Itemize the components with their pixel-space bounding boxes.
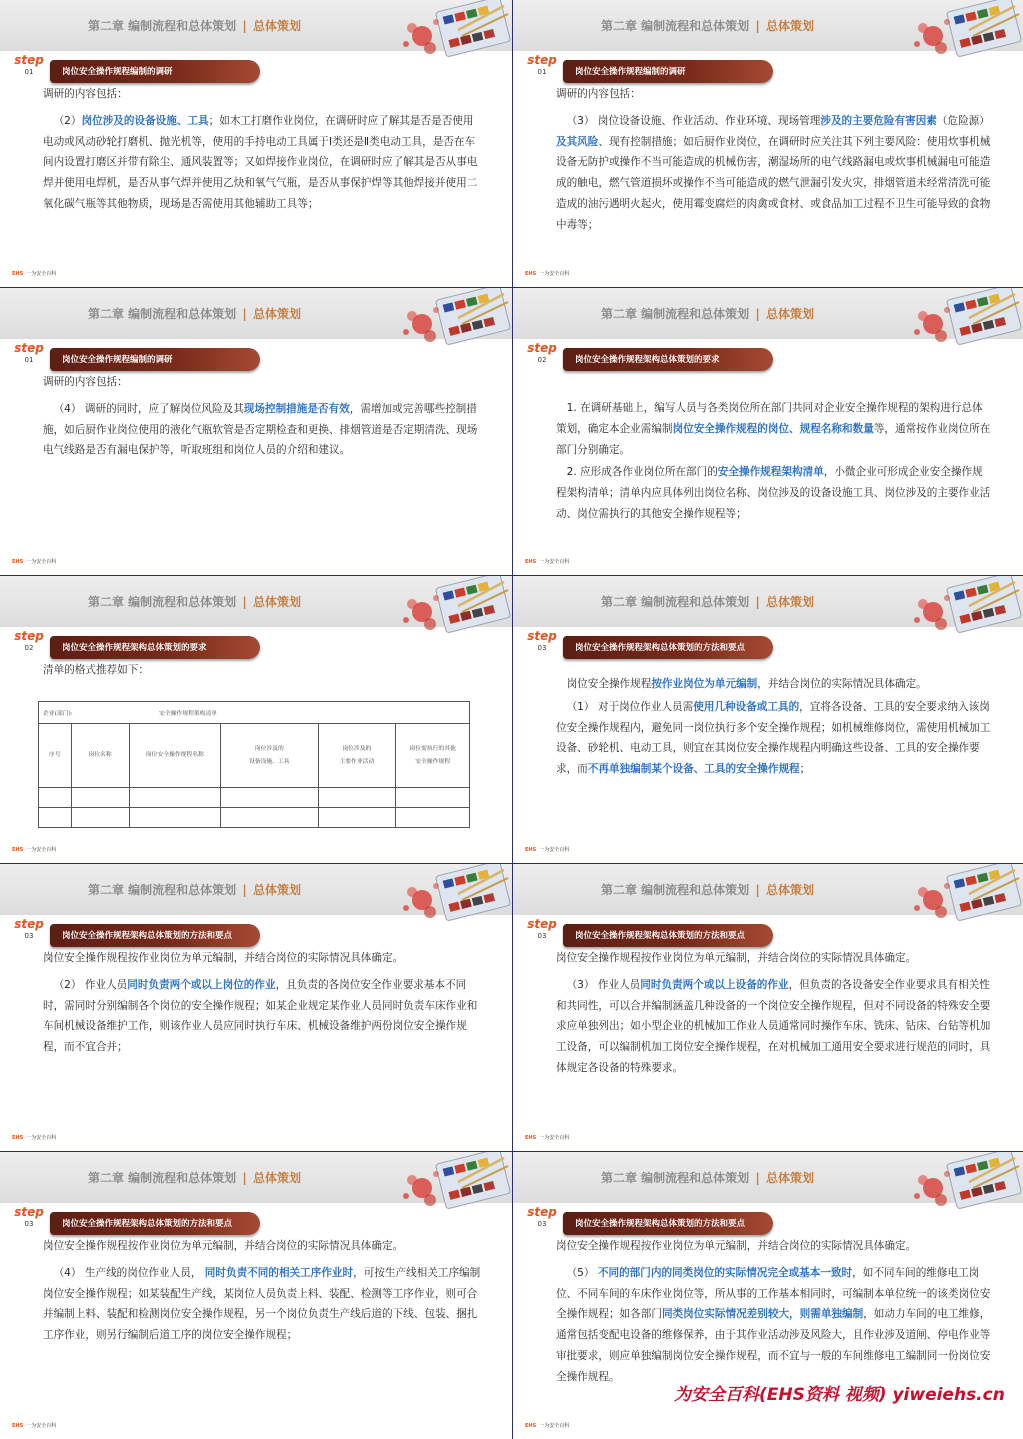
slide-content xyxy=(556,674,993,782)
slide-footer xyxy=(12,1422,56,1429)
table-cell[interactable] xyxy=(39,808,72,828)
highlight-text: 现场控制措施是否有效 xyxy=(243,402,350,415)
chapter-title xyxy=(88,17,301,34)
ehs-logo: EHS xyxy=(525,1135,537,1141)
ehs-logo: EHS xyxy=(12,847,24,853)
step-number: 02 xyxy=(537,356,547,364)
body-text: （3） 作业人员 xyxy=(566,978,641,991)
body-text: （4） 生产线的岗位作业人员， xyxy=(53,1266,205,1279)
section-tab-label: 岗位安全操作规程架构总体策划的方法和要点 xyxy=(575,643,746,653)
highlight-text: 及其风险 xyxy=(556,135,599,148)
ehs-logo: EHS xyxy=(525,559,537,565)
ehs-logo: EHS xyxy=(12,1135,24,1141)
step-number: 03 xyxy=(537,1220,547,1228)
section-tab-label: 岗位安全操作规程架构总体策划的方法和要点 xyxy=(62,1219,233,1229)
slide-content xyxy=(556,398,993,527)
section-tab-label: 岗位安全操作规程编制的调研 xyxy=(575,67,686,77)
highlight-text: 涉及的主要危险有害因素 xyxy=(820,114,937,127)
paint-palette-image xyxy=(911,1152,1023,1212)
body-text: ，但负责的各设备安全作业要求具有相关性和共同性，可以合并编制涵盖几种设备的一个岗位安全操作规程，但对不同设备的特殊安全要求应单独列出；如小型企业的机械加工作业人员通常同时操作车床、铣床、钻床、台钻等机加工设备，可以编制机加工岗位安全操作规程，在对机械加工通用安全要求进行规范的同时，具体规定各设备的特殊要求。 xyxy=(556,978,991,1074)
section-tab-label: 岗位安全操作规程编制的调研 xyxy=(62,67,173,77)
table-cell[interactable] xyxy=(71,788,129,808)
intro-text: 调研的内容包括： xyxy=(556,88,641,100)
section-name: 总体策划 xyxy=(252,1171,301,1185)
paint-palette-image xyxy=(911,0,1023,60)
footer-brand: 一为安全百科 xyxy=(539,271,570,277)
body-text: ； xyxy=(799,763,811,776)
chapter-title xyxy=(88,881,301,898)
body-text: （1） 对于岗位作业人员需 xyxy=(566,700,694,713)
section-tab-label: 岗位安全操作规程架构总体策划的方法和要点 xyxy=(575,1219,746,1229)
highlight-text: 按作业岗位为单元编制 xyxy=(651,678,758,690)
body-text: 1. 在调研基础上，编写人员与各类岗位所在部门共同对企业安全操作规程的架构进行总体策划，确定本企业需编制 xyxy=(556,402,983,435)
chapter-title xyxy=(88,593,301,610)
highlight-text: 同时负责两个或以上设备的作业 xyxy=(640,978,789,991)
section-tab-label: 岗位安全操作规程编制的调研 xyxy=(62,355,173,365)
title-separator: | xyxy=(242,19,247,33)
intro-text: 清单的格式推荐如下： xyxy=(43,664,149,676)
chapter-name: 第二章 编制流程和总体策划 xyxy=(601,1171,750,1185)
ehs-logo: EHS xyxy=(12,559,24,565)
intro-text xyxy=(556,674,993,695)
highlight-text: 岗位安全操作规程的岗位、规程名称和数量 xyxy=(672,422,874,435)
company-label: 企业(部门): xyxy=(39,702,130,724)
body-text: ，如动力车间的电工维修，通常包括变配电设备的维修保养，由于其作业活动涉及风险大，且作业涉及道闸、停电作业等审批要求，则应单独编制岗位安全操作规程，而不宜与一般的车间维修电工编制同一份岗位安全操作规程。 xyxy=(556,1308,991,1383)
table-cell[interactable] xyxy=(221,808,318,828)
body-text: ，需增加或完善哪些控制措施，如后厨作业岗位使用的液化气瓶软管是否定期检查和更换、排烟管道是否定期清洗、现场电气线路是否有漏电保护等，听取班组和岗位人员的介绍和建议。 xyxy=(43,402,478,457)
step-number: 01 xyxy=(24,356,34,364)
body-text: （2） xyxy=(53,114,82,127)
chapter-name: 第二章 编制流程和总体策划 xyxy=(601,883,750,897)
paragraph xyxy=(43,1263,482,1346)
table-header-cell: 岗位安全操作规程名称 xyxy=(129,724,220,788)
title-separator: | xyxy=(242,1171,247,1185)
step-number: 02 xyxy=(24,644,34,652)
section-name: 总体策划 xyxy=(765,595,814,609)
section-name: 总体策划 xyxy=(765,307,814,321)
chapter-name: 第二章 编制流程和总体策划 xyxy=(601,595,750,609)
slide-content xyxy=(43,1236,482,1348)
footer-brand: 一为安全百科 xyxy=(539,1423,570,1429)
step-indicator xyxy=(525,630,559,653)
step-indicator xyxy=(525,918,559,941)
slide-footer xyxy=(12,558,56,565)
body-text: ，小微企业可形成企业安全操作规程架构清单；清单内应具体列出岗位名称、岗位涉及的设备设施工具、岗位涉及的主要作业活动、岗位需执行的其他安全操作规程等； xyxy=(556,466,991,520)
section-tab xyxy=(50,348,260,371)
chapter-name: 第二章 编制流程和总体策划 xyxy=(88,595,237,609)
form-title: 安全操作规程架构清单 xyxy=(129,702,469,724)
intro-text: 调研的内容包括： xyxy=(43,376,128,388)
section-name: 总体策划 xyxy=(765,19,814,33)
step-number: 03 xyxy=(24,932,34,940)
section-tab-label: 岗位安全操作规程架构总体策划的要求 xyxy=(62,643,207,653)
title-separator: | xyxy=(755,1171,760,1185)
chapter-title xyxy=(88,305,301,322)
format-table xyxy=(38,701,470,828)
section-name: 总体策划 xyxy=(765,883,814,897)
section-tab xyxy=(563,60,773,83)
slide-content xyxy=(43,84,482,217)
step-number: 03 xyxy=(537,932,547,940)
step-label: step xyxy=(527,1205,557,1219)
slide-content xyxy=(556,1236,993,1390)
table-header-cell: 岗位需执行的其他 安全操作规程 xyxy=(396,724,470,788)
step-number: 03 xyxy=(537,644,547,652)
chapter-name: 第二章 编制流程和总体策划 xyxy=(88,883,237,897)
table-cell[interactable] xyxy=(318,808,396,828)
body-text: 等，通常按作业岗位所在部门分别确定。 xyxy=(556,422,991,456)
title-separator: | xyxy=(755,19,760,33)
ehs-logo: EHS xyxy=(525,1423,537,1429)
highlight-text: 同类岗位实际情况差别较大，则需单独编制 xyxy=(661,1308,864,1321)
footer-brand: 一为安全百科 xyxy=(26,1423,57,1429)
paint-palette-image xyxy=(400,288,512,348)
paint-palette-image xyxy=(400,864,512,924)
intro-text: 岗位安全操作规程按作业岗位为单元编制，并结合岗位的实际情况具体确定。 xyxy=(43,952,404,964)
step-label: step xyxy=(14,629,44,643)
body-text: （危险源） xyxy=(936,114,990,127)
step-indicator xyxy=(12,918,46,941)
intro-text: 调研的内容包括： xyxy=(43,88,128,100)
slide-9[interactable] xyxy=(0,1152,512,1439)
section-name: 总体策划 xyxy=(252,883,301,897)
slide-footer xyxy=(12,846,56,853)
body-text: 2. 应形成各作业岗位所在部门的 xyxy=(566,466,718,479)
table-header-cell: 岗位涉及的 设备设施、工具 xyxy=(221,724,318,788)
highlight-text: 不同的部门内的同类岗位的实际情况完全或基本一致时 xyxy=(597,1266,853,1279)
footer-brand: 一为安全百科 xyxy=(26,271,57,277)
footer-brand: 一为安全百科 xyxy=(539,1135,570,1141)
body-text: ，且负责的各岗位安全作业要求基本不同时，需同时分别编制各个岗位的安全操作规程；如某企业规定某作业人员同时负责车床作业和车间机械设备维护工作，则该作业人员应同时执行车床、机械设备维护两份岗位安全操作规程，而不宜合并； xyxy=(43,978,478,1054)
title-separator: | xyxy=(242,883,247,897)
section-name: 总体策划 xyxy=(252,19,301,33)
slide-footer xyxy=(525,558,569,565)
paragraph xyxy=(556,398,993,460)
step-indicator xyxy=(525,342,559,365)
chapter-name: 第二章 编制流程和总体策划 xyxy=(88,1171,237,1185)
step-indicator xyxy=(525,54,559,77)
paragraph xyxy=(556,697,993,780)
footer-brand: 一为安全百科 xyxy=(26,847,57,853)
table-cell[interactable] xyxy=(318,788,396,808)
section-tab-label: 岗位安全操作规程架构总体策划的要求 xyxy=(575,355,720,365)
slide-footer xyxy=(12,270,56,277)
slide-7[interactable] xyxy=(0,864,512,1152)
body-text: （3） 岗位设备设施、作业活动、作业环境、现场管理 xyxy=(566,114,821,127)
paragraph xyxy=(556,975,993,1079)
step-label: step xyxy=(14,1205,44,1219)
table-cell[interactable] xyxy=(396,788,470,808)
paragraph xyxy=(556,462,993,524)
footer-brand: 一为安全百科 xyxy=(539,847,570,853)
slide-content xyxy=(43,948,482,1060)
chapter-name: 第二章 编制流程和总体策划 xyxy=(601,19,750,33)
section-tab xyxy=(50,1212,260,1235)
highlight-text: 不再单独编制某个设备、工具的安全操作规程 xyxy=(587,763,800,776)
ehs-logo: EHS xyxy=(12,271,24,277)
table-row xyxy=(39,808,470,828)
step-number: 01 xyxy=(537,68,547,76)
intro-text: 岗位安全操作规程按作业岗位为单元编制，并结合岗位的实际情况具体确定。 xyxy=(556,952,917,964)
title-separator: | xyxy=(755,883,760,897)
section-tab-label: 岗位安全操作规程架构总体策划的方法和要点 xyxy=(575,931,746,941)
paragraph xyxy=(43,975,482,1058)
chapter-title xyxy=(601,593,814,610)
slide-8[interactable] xyxy=(512,864,1023,1152)
step-label: step xyxy=(527,629,557,643)
highlight-text: 使用几种设备或工具的 xyxy=(693,700,800,713)
body-text: ，可按生产线相关工序编制岗位安全操作规程；如某装配生产线，某岗位人员负责上料、装配、检测等工序作业，则可合并编制上料、装配和检测岗位安全操作规程，另一个岗位负责生产线后道的下线、包装、捆扎工序作业，则另行编制后道工序的岗位安全操作规程； xyxy=(43,1266,481,1342)
step-indicator xyxy=(12,54,46,77)
slide-content xyxy=(556,84,993,238)
body-text: ，如不同车间的维修电工岗位、不同车间的车床作业岗位等，所从事的工作基本相同时，可编制本单位统一的该类岗位安全操作规程；如各部门 xyxy=(556,1266,991,1321)
highlight-text: 同时负责两个或以上岗位的作业 xyxy=(127,978,276,991)
step-number: 01 xyxy=(24,68,34,76)
paint-palette-image xyxy=(911,288,1023,348)
step-label: step xyxy=(527,53,557,67)
chapter-name: 第二章 编制流程和总体策划 xyxy=(601,307,750,321)
table-cell[interactable] xyxy=(71,808,129,828)
body-text: （2） 作业人员 xyxy=(53,978,128,991)
step-indicator xyxy=(12,342,46,365)
chapter-name: 第二章 编制流程和总体策划 xyxy=(88,307,237,321)
title-separator: | xyxy=(755,595,760,609)
table-cell[interactable] xyxy=(396,808,470,828)
highlight-text: 岗位涉及的设备设施、工具 xyxy=(81,114,209,127)
slide-1[interactable] xyxy=(0,0,512,288)
title-separator: | xyxy=(242,595,247,609)
paint-palette-image xyxy=(400,1152,512,1212)
section-tab xyxy=(563,1212,773,1235)
ehs-logo: EHS xyxy=(525,847,537,853)
body-text: ；如木工打磨作业岗位，在调研时应了解其是否是否使用电动或风动砂轮打磨机、抛光机等，使用的手持电动工具属于Ⅰ类还是Ⅱ类电动工具，是否在车间内设置打磨区并带有除尘、通风装置等；又如焊接作业岗位，在调研时应了解其是否从事电焊并使用电焊机，是否从事气焊并使用乙炔和氧气气瓶，是否从事保护焊等其他焊接并使用二氧化碳气瓶等其他物质，现场是否需使用其他辅助工具等； xyxy=(43,114,478,210)
chapter-title xyxy=(601,17,814,34)
slide-footer xyxy=(525,846,569,853)
highlight-text: 安全操作规程架构清单 xyxy=(717,466,824,479)
paragraph xyxy=(556,111,993,236)
intro-text: 岗位安全操作规程按作业岗位为单元编制，并结合岗位的实际情况具体确定。 xyxy=(556,1240,917,1252)
section-tab-label: 岗位安全操作规程架构总体策划的方法和要点 xyxy=(62,931,233,941)
slide-6[interactable] xyxy=(512,576,1023,864)
chapter-title xyxy=(601,305,814,322)
slide-footer xyxy=(525,1422,569,1429)
step-indicator xyxy=(12,630,46,653)
table-cell[interactable] xyxy=(129,788,220,808)
section-tab xyxy=(50,924,260,947)
slide-5[interactable] xyxy=(0,576,512,864)
ehs-logo: EHS xyxy=(525,271,537,277)
slide-content xyxy=(43,372,482,463)
section-tab xyxy=(563,348,773,371)
step-label: step xyxy=(14,917,44,931)
slide-4[interactable] xyxy=(512,288,1023,576)
slide-footer xyxy=(525,1134,569,1141)
footer-brand: 一为安全百科 xyxy=(539,559,570,565)
section-name: 总体策划 xyxy=(252,595,301,609)
step-label: step xyxy=(14,53,44,67)
step-label: step xyxy=(14,341,44,355)
footer-brand: 一为安全百科 xyxy=(26,1135,57,1141)
title-separator: | xyxy=(242,307,247,321)
body-text: 、现有控制措施；如后厨作业岗位，在调研时应关注其下列主要风险：使用炊事机械设备无防护或操作不当可能造成的机械伤害，潮湿场所的电气线路漏电或炊事机械漏电可能造成的触电，燃气管道损坏或操作不当可能造成的燃气泄漏引发火灾，排烟管道未经常清洗可能造成的油污遇明火起火，使用霉变腐烂的肉禽或食材、或食品加工过程不卫生可能导致的食物中毒等； xyxy=(556,135,991,231)
section-tab xyxy=(563,924,773,947)
step-number: 03 xyxy=(24,1220,34,1228)
paint-palette-image xyxy=(911,864,1023,924)
table-header-cell: 岗位涉及的 主要作业活动 xyxy=(318,724,396,788)
body-text: ，并结合岗位的实际情况具体确定。 xyxy=(757,678,927,690)
footer-brand: 一为安全百科 xyxy=(26,559,57,565)
paragraph xyxy=(43,111,482,215)
paragraph xyxy=(43,399,482,461)
step-label: step xyxy=(527,917,557,931)
body-text: （4） 调研的同时，应了解岗位风险及其 xyxy=(53,402,244,415)
slide-footer xyxy=(12,1134,56,1141)
paint-palette-image xyxy=(400,0,512,60)
paint-palette-image xyxy=(911,576,1023,636)
intro-text: 岗位安全操作规程按作业岗位为单元编制，并结合岗位的实际情况具体确定。 xyxy=(43,1240,404,1252)
step-indicator xyxy=(525,1206,559,1229)
chapter-title xyxy=(601,1169,814,1186)
slide-footer xyxy=(525,270,569,277)
watermark: 为安全百科(EHS资料 视频) yiweiehs.cn xyxy=(674,1385,1005,1405)
slide-content xyxy=(43,660,482,687)
chapter-name: 第二章 编制流程和总体策划 xyxy=(88,19,237,33)
table-row xyxy=(39,788,470,808)
step-indicator xyxy=(12,1206,46,1229)
slide-2[interactable] xyxy=(512,0,1023,288)
title-separator: | xyxy=(755,307,760,321)
section-tab xyxy=(563,636,773,659)
step-label: step xyxy=(527,341,557,355)
body-text: （5） xyxy=(566,1266,598,1279)
body-text: ，宜将各设备、工具的安全要求纳入该岗位安全操作规程内，避免同一岗位执行多个安全操作规程；如机械维修岗位，需使用机械加工设备、砂轮机、电动工具，则宜在其岗位安全操作规程内明确这些设备、工具的安全操作要求，而 xyxy=(556,700,991,776)
paint-palette-image xyxy=(400,576,512,636)
section-tab xyxy=(50,636,260,659)
highlight-text: 同时负责不同的相关工序作业时 xyxy=(204,1266,354,1279)
section-name: 总体策划 xyxy=(765,1171,814,1185)
slide-content xyxy=(556,948,993,1081)
section-tab xyxy=(50,60,260,83)
ehs-logo: EHS xyxy=(12,1423,24,1429)
chapter-title xyxy=(88,1169,301,1186)
slide-3[interactable] xyxy=(0,288,512,576)
body-text: 岗位安全操作规程 xyxy=(566,678,652,690)
section-name: 总体策划 xyxy=(252,307,301,321)
table-cell[interactable] xyxy=(39,788,72,808)
paragraph xyxy=(556,1263,993,1388)
chapter-title xyxy=(601,881,814,898)
table-cell[interactable] xyxy=(221,788,318,808)
table-header-cell: 岗位名称 xyxy=(71,724,129,788)
table-header-cell: 序号 xyxy=(39,724,72,788)
table-cell[interactable] xyxy=(129,808,220,828)
